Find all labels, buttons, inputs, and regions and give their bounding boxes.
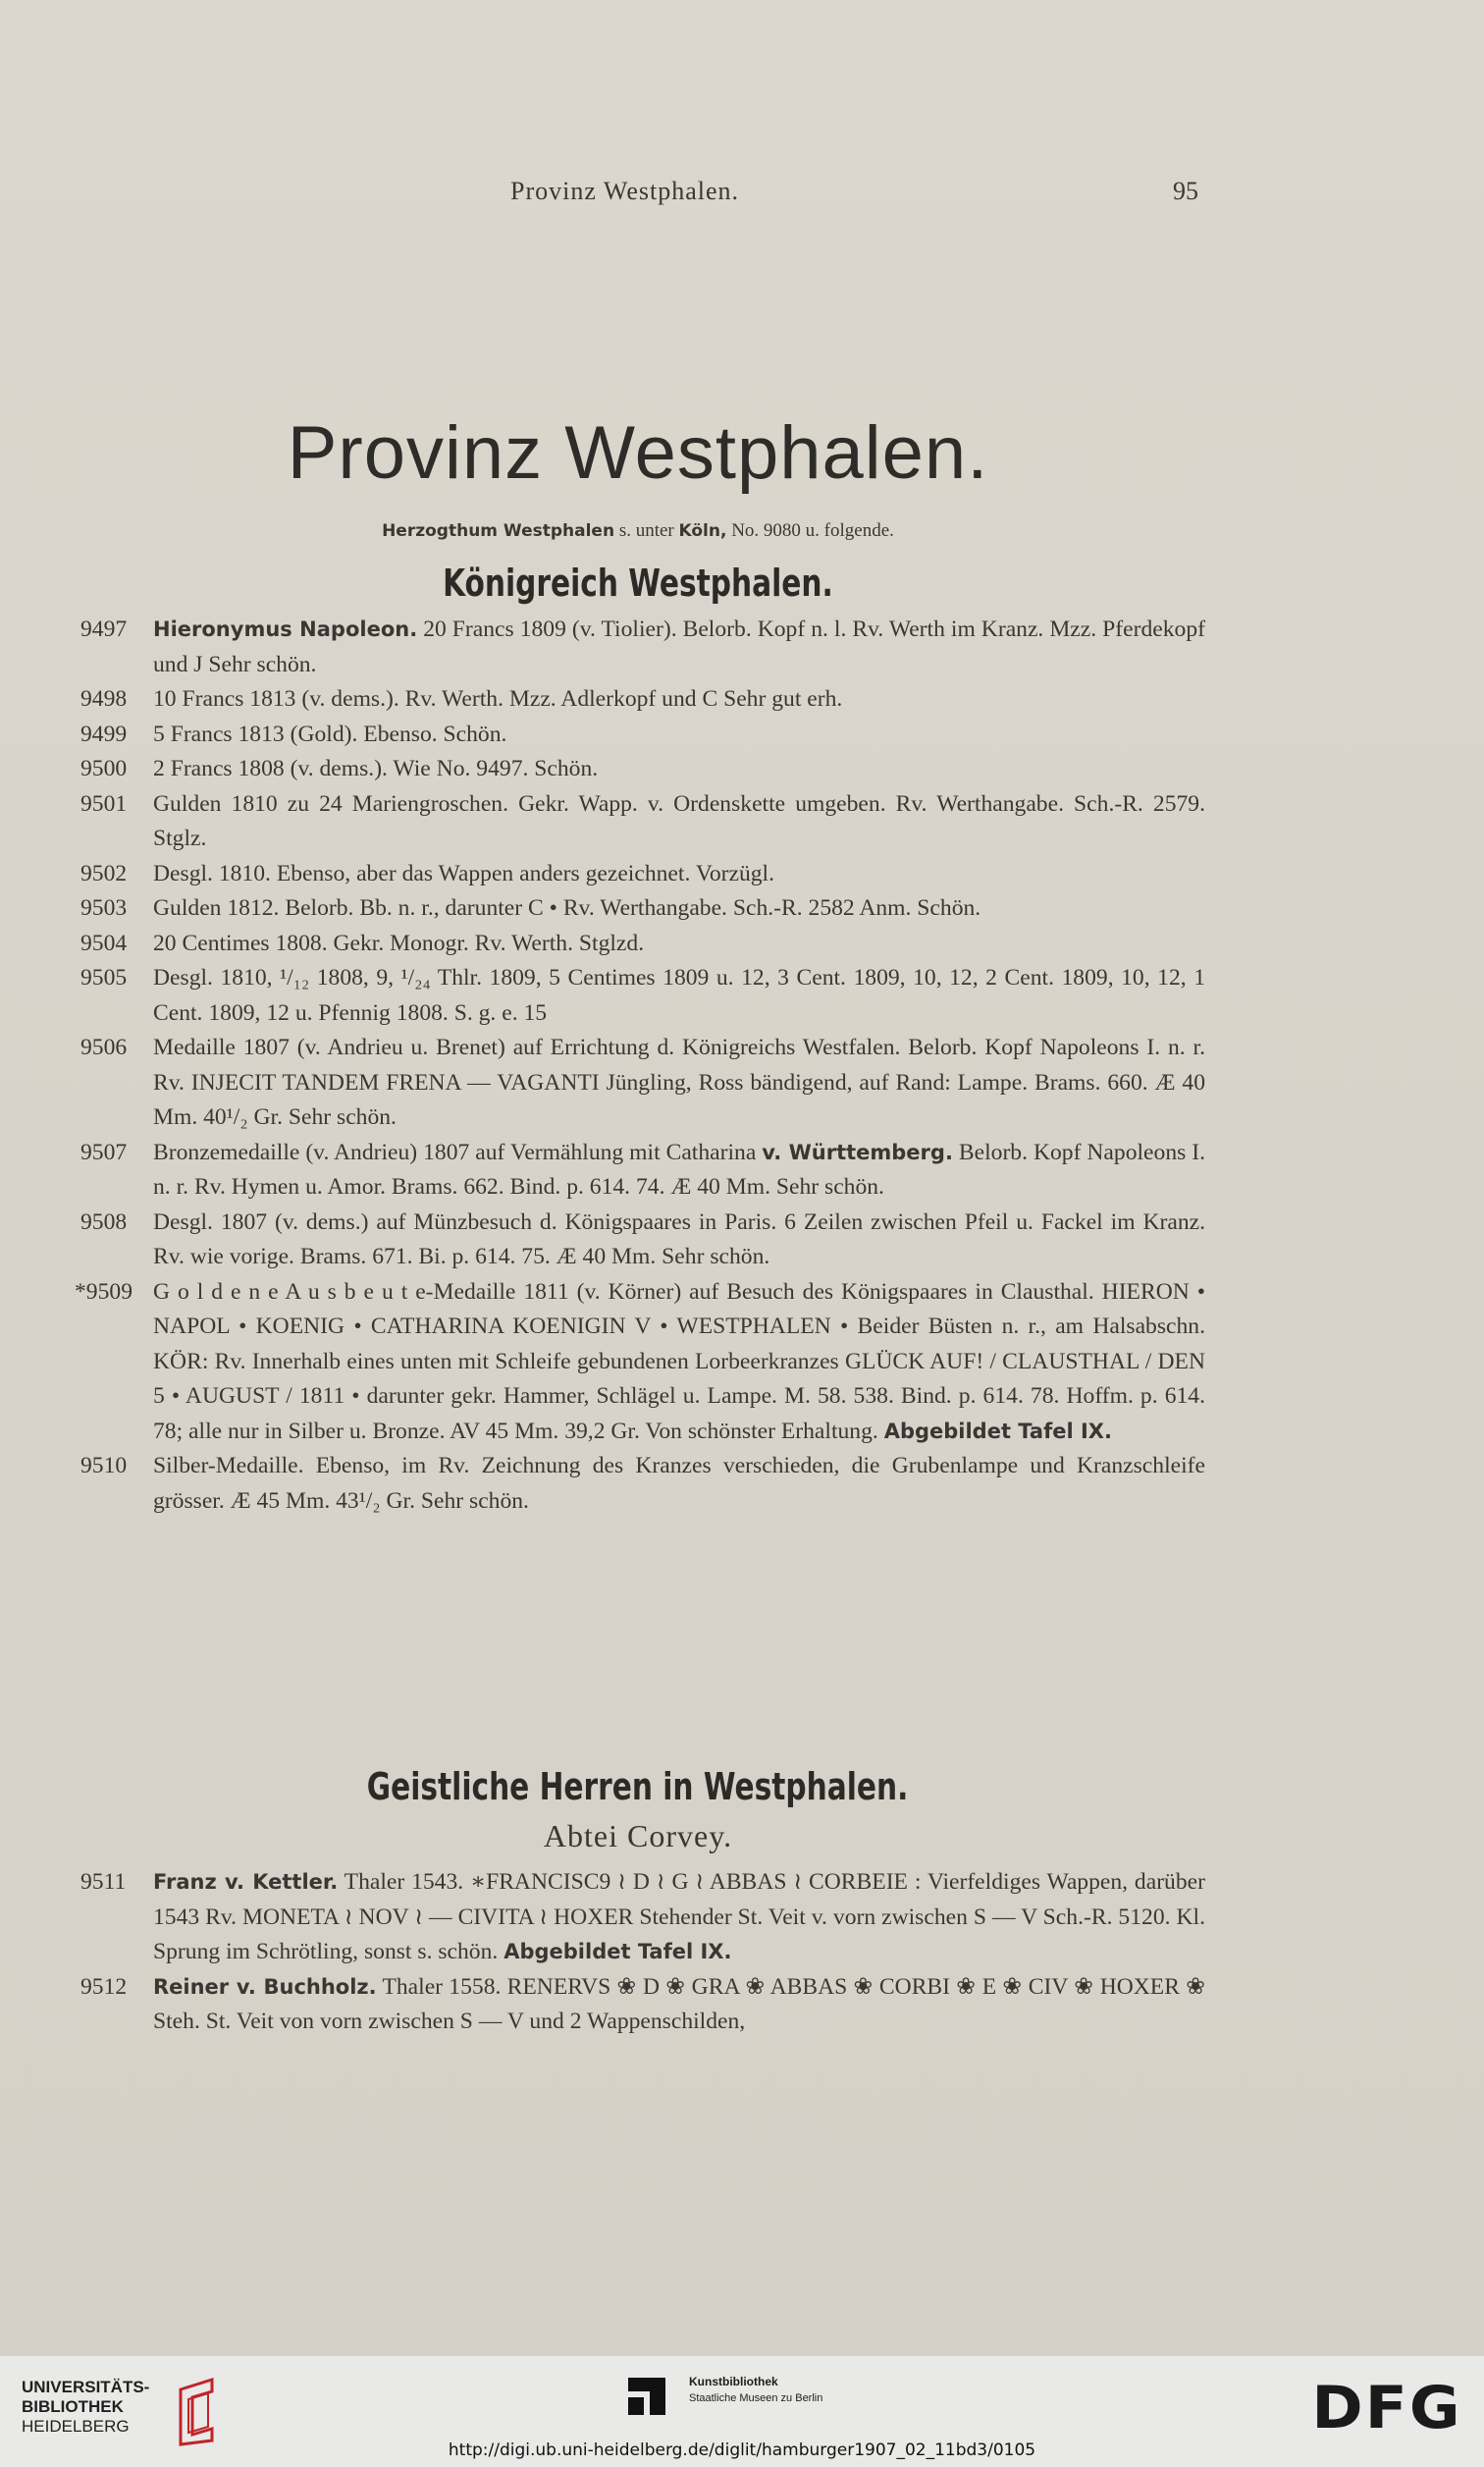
entry-number: 9506 xyxy=(80,1035,128,1060)
ub-logo-text xyxy=(22,2378,149,2437)
entry-number: 9498 xyxy=(80,686,128,712)
catalog-entry xyxy=(80,891,1205,927)
entry-number: 9503 xyxy=(80,895,128,921)
entry-plate-reference: Abgebildet Tafel IX. xyxy=(504,1940,732,1963)
section-heading-clerical-text: Geistliche Herren in Westphalen. xyxy=(367,1765,909,1808)
entry-number: 9497 xyxy=(80,617,128,642)
section-heading-kingdom xyxy=(0,562,1276,605)
entry-number: *9509 xyxy=(75,1278,132,1305)
catalog-entry xyxy=(80,1136,1205,1206)
page-number: 95 xyxy=(1173,177,1198,205)
kunstbibliothek-text xyxy=(689,2374,822,2406)
entry-number: 9504 xyxy=(80,930,128,956)
catalog-entry xyxy=(80,718,1205,753)
entry-number: 9512 xyxy=(80,1973,128,2000)
catalog-entry xyxy=(80,1970,1205,2040)
running-head: Provinz Westphalen. xyxy=(510,177,740,205)
entry-description: Thaler 1558. RENERVS ❀ D ❀ GRA ❀ ABBAS ❀ CORBI ❀ E ❀ CIV ❀ HOXER ❀ Steh. St. Veit von vorn zwischen S — V und 2 Wappenschilden, xyxy=(153,1973,1205,2034)
kunstbibliothek-mark-icon xyxy=(628,2378,665,2415)
source-url-link[interactable]: http://digi.ub.uni-heidelberg.de/diglit/hamburger1907_02_11bd3/0105 xyxy=(448,2440,1036,2460)
entry-number: 9510 xyxy=(80,1453,128,1478)
ub-emblem-icon xyxy=(171,2378,230,2446)
entry-description: Desgl. 1807 (v. dems.) auf Münzbesuch d. Königspaares in Paris. 6 Zeilen zwischen Pfeil u. Fackel im Kranz. Rv. wie vorige. Brams. 671. Bi. p. 614. 75. Æ 40 Mm. Sehr schön. xyxy=(153,1208,1205,1269)
section-heading-kingdom-text: Königreich Westphalen. xyxy=(443,562,833,605)
entry-description: 10 Francs 1813 (v. dems.). Rv. Werth. Mzz. Adlerkopf und C Sehr gut erh. xyxy=(153,686,843,712)
subnote-bold-1: Herzogthum Westphalen xyxy=(382,521,615,541)
catalog-entry xyxy=(80,1031,1205,1136)
entry-description: Thaler 1543. ∗FRANCISC9 ≀ D ≀ G ≀ ABBAS ≀ CORBEIE : Vierfeldiges Wappen, darüber 1543 Rv. MONETA ≀ NOV ≀ — CIVITA ≀ HOXER Stehender St. Veit v. vorn zwischen S — V Sch.-R. 5120. Kl. Sprung im Schrötling, sonst s. schön. xyxy=(153,1869,1205,1964)
catalog-entry xyxy=(80,857,1205,892)
catalog-entry xyxy=(80,927,1205,962)
catalog-entry xyxy=(75,1275,1205,1450)
entry-number: 9511 xyxy=(80,1869,127,1895)
subsection-heading-corvey: Abtei Corvey. xyxy=(543,1818,733,1853)
entry-number: 9508 xyxy=(80,1208,128,1235)
subnote xyxy=(0,520,1276,542)
entry-number: 9499 xyxy=(80,721,128,747)
catalog-entry xyxy=(80,787,1205,857)
entry-description: Desgl. 1810. Ebenso, aber das Wappen anders gezeichnet. Vorzügl. xyxy=(153,860,774,886)
ub-line-3: HEIDELBERG xyxy=(22,2417,130,2436)
entry-bold-name: v. Württemberg. xyxy=(762,1140,953,1164)
catalog-entry xyxy=(80,961,1205,1031)
entry-number: 9501 xyxy=(80,790,128,817)
entry-plate-reference: Abgebildet Tafel IX. xyxy=(883,1419,1112,1443)
ub-heidelberg-logo[interactable] xyxy=(22,2378,149,2437)
catalog-entry xyxy=(80,682,1205,718)
entry-description-cont: Belorb. Kopf Napoleons I. n. r. Rv. Hymen u. Amor. Brams. 662. Bind. p. 614. 74. Æ 40 Mm. Sehr schön. xyxy=(153,1139,1206,1200)
entry-description: Desgl. 1810, ¹/₁₂ 1808, 9, ¹/₂₄ Thlr. 1809, 5 Centimes 1809 u. 12, 3 Cent. 1809, 10, 12, 2 Cent. 1809, 10, 12, 1 Cent. 1809, 12 u. Pfennig 1808. S. g. e. 15 xyxy=(153,965,1205,1026)
subnote-text-1: s. unter xyxy=(614,520,679,541)
catalog-entry xyxy=(80,1206,1205,1275)
subnote-bold-2: Köln, xyxy=(678,521,727,541)
entry-ruler-name: Hieronymus Napoleon. xyxy=(153,617,418,641)
entry-description: Gulden 1810 zu 24 Mariengroschen. Gekr. Wapp. v. Ordenskette umgeben. Rv. Werthangabe. Sch.-R. 2579. Stglz. xyxy=(153,790,1205,851)
ub-line-1: UNIVERSITÄTS- xyxy=(22,2378,150,2396)
entry-ruler-name: Franz v. Kettler. xyxy=(153,1870,339,1894)
entry-description: Bronzemedaille (v. Andrieu) 1807 auf Vermählung mit Catharina xyxy=(153,1139,763,1165)
entry-description: Medaille 1807 (v. Andrieu u. Brenet) auf Errichtung d. Königreichs Westfalen. Belorb. Kopf Napoleons I. n. r. Rv. INJECIT TANDEM FRENA — VAGANTI Jüngling, Ross bändigend, auf Rand: Lampe. Brams. 660. Æ 40 Mm. 40¹/₂ Gr. Sehr schön. xyxy=(153,1035,1205,1130)
entry-description: Gulden 1812. Belorb. Bb. n. r., darunter C • Rv. Werthangabe. Sch.-R. 2582 Anm. Schön. xyxy=(153,895,981,921)
entry-number: 9500 xyxy=(80,756,128,781)
kb-line-1: Kunstbibliothek xyxy=(689,2375,778,2388)
entry-number: 9505 xyxy=(80,965,128,991)
catalog-entry xyxy=(80,1449,1205,1519)
entry-description: G o l d e n e A u s b e u t e-Medaille 1811 (v. Körner) auf Besuch des Königspaares in Clausthal. HIERON • NAPOL • KOENIG • CATHARINA KOENIGIN V • WESTPHALEN • Beider Büsten n. r., am Halsabschn. KÖR: Rv. Innerhalb eines unten mit Schleife gebundenen Lorbeerkranzes GLÜCK AUF! / CLAUSTHAL / DEN 5 • AUGUST / 1811 • darunter gekr. Hammer, Schlägel u. Lampe. M. 58. 538. Bind. p. 614. 78. Hoffm. p. 614. 78; alle nur in Silber u. Bronze. AV 45 Mm. 39,2 Gr. Von schönster Erhaltung. xyxy=(153,1278,1205,1444)
entry-description: 2 Francs 1808 (v. dems.). Wie No. 9497. Schön. xyxy=(153,756,599,781)
entry-number: 9502 xyxy=(80,860,128,886)
subnote-text-2: No. 9080 u. folgende. xyxy=(726,520,894,541)
catalog-entry xyxy=(80,613,1205,682)
dfg-logo[interactable]: DFG xyxy=(1311,2374,1462,2442)
section-heading-clerical xyxy=(0,1765,1276,1808)
kb-line-2: Staatliche Museen zu Berlin xyxy=(689,2392,823,2404)
kunstbibliothek-square-icon xyxy=(628,2378,665,2415)
entry-description: Silber-Medaille. Ebenso, im Rv. Zeichnung des Kranzes verschieden, die Grubenlampe und Kranzschleife grösser. Æ 45 Mm. 43¹/₂ Gr. Sehr schön. xyxy=(153,1453,1205,1514)
entries-kingdom xyxy=(75,613,1206,1519)
entry-ruler-name: Reiner v. Buchholz. xyxy=(153,1974,377,1999)
entry-description: 20 Centimes 1808. Gekr. Monogr. Rv. Werth. Stglzd. xyxy=(153,930,645,956)
catalog-entry xyxy=(80,1865,1205,1970)
entry-description: 20 Francs 1809 (v. Tiolier). Belorb. Kopf n. l. Rv. Werth im Kranz. Mzz. Pferdekopf und J Sehr schön. xyxy=(153,617,1205,677)
page-title: Provinz Westphalen. xyxy=(287,411,989,495)
ub-line-2: BIBLIOTHEK xyxy=(22,2397,124,2416)
entry-number: 9507 xyxy=(80,1139,128,1165)
entry-description: 5 Francs 1813 (Gold). Ebenso. Schön. xyxy=(153,721,507,747)
entries-corvey xyxy=(80,1865,1205,2040)
catalog-entry xyxy=(80,752,1205,787)
